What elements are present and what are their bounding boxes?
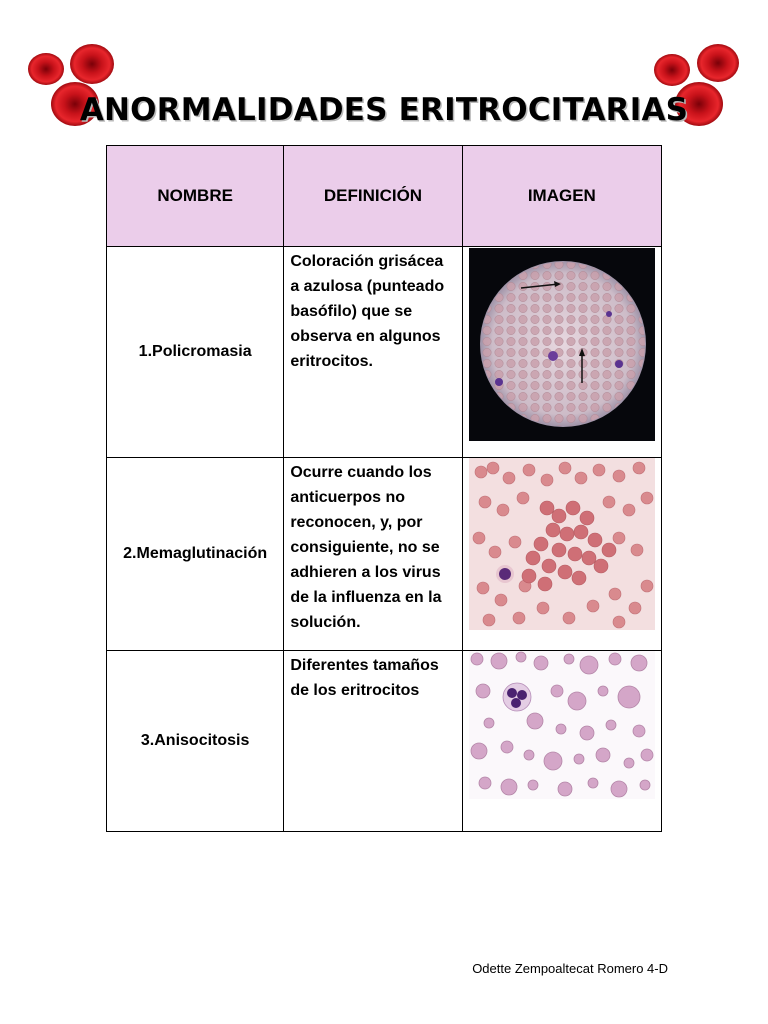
anisocitosis-micrograph <box>469 651 655 799</box>
memaglutinacion-micrograph <box>469 458 655 630</box>
row-image-cell <box>462 458 661 651</box>
row-name: 1.Policromasia <box>107 247 284 458</box>
row-name: 2.Memaglutinación <box>107 458 284 651</box>
table-row <box>107 651 662 832</box>
author-footer: Odette Zempoaltecat Romero 4-D <box>472 961 668 976</box>
abnormalities-table <box>106 145 662 832</box>
header-definition: DEFINICIÓN <box>284 146 462 247</box>
table-header-row <box>107 146 662 247</box>
table-row <box>107 247 662 458</box>
policromasia-micrograph <box>469 248 655 441</box>
row-name: 3.Anisocitosis <box>107 651 284 832</box>
table-row <box>107 458 662 651</box>
row-image-cell <box>462 651 661 832</box>
header-image: IMAGEN <box>462 146 661 247</box>
row-definition: Ocurre cuando los anticuerpos no reconocen, y, por consiguiente, no se adhieren a los virus de la influenza en la solución. <box>284 458 462 651</box>
header-name: NOMBRE <box>107 146 284 247</box>
page-title: ANORMALIDADES ERITROCITARIAS <box>79 92 689 128</box>
row-definition: Coloración grisácea a azulosa (punteado basófilo) que se observa en algunos eritrocitos. <box>284 247 462 458</box>
row-definition: Diferentes tamaños de los eritrocitos <box>284 651 462 832</box>
row-image-cell <box>462 247 661 458</box>
